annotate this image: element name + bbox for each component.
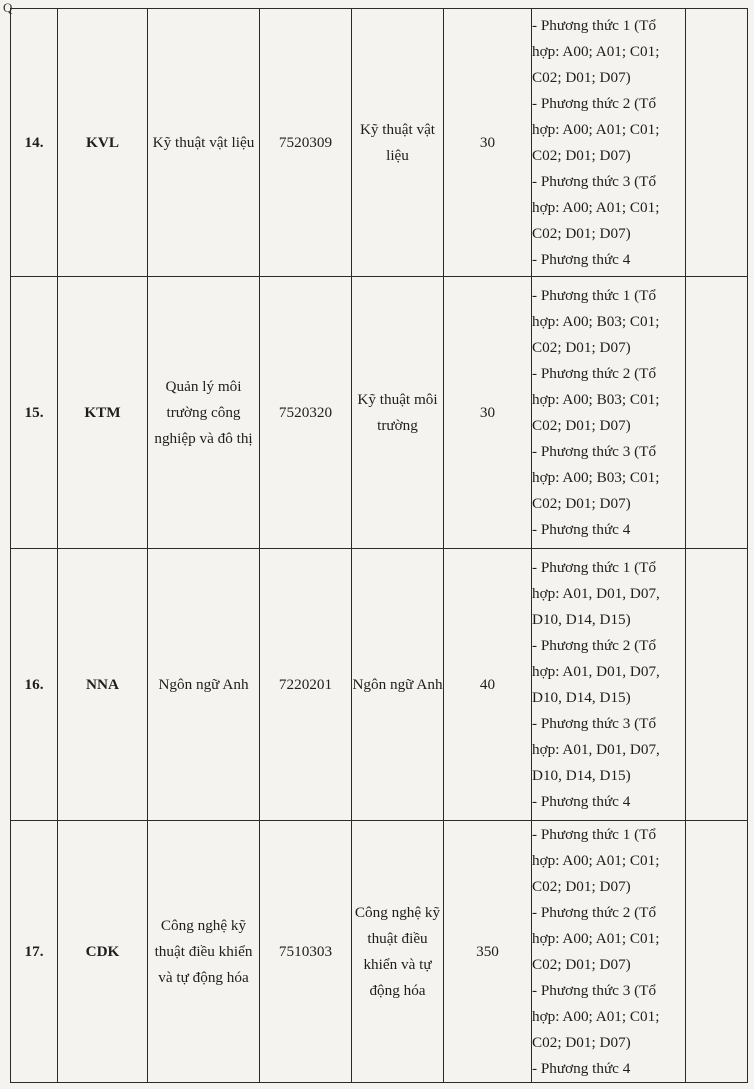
row-number: 14. [11, 9, 58, 277]
major-group: Kỹ thuật vật liệu [352, 9, 444, 277]
program-code: KVL [58, 9, 148, 277]
major-group: Công nghệ kỹ thuật điều khiển và tự động hóa [352, 821, 444, 1083]
method-line: - Phương thức 4 [532, 520, 631, 538]
method-line: - Phương thức 3 (Tổ hợp: A00; A01; C01; C02; D01; D07) [532, 981, 660, 1051]
program-name: Công nghệ kỹ thuật điều khiển và tự động hóa [148, 821, 260, 1083]
admissions-table [10, 8, 748, 1083]
row-number: 15. [11, 277, 58, 549]
method-line: - Phương thức 3 (Tổ hợp: A01, D01, D07, D10, D14, D15) [532, 714, 660, 784]
page-corner-mark: Q [3, 0, 13, 15]
method-line: - Phương thức 1 (Tổ hợp: A00; A01; C01; C02; D01; D07) [532, 16, 660, 86]
major-code: 7510303 [260, 821, 352, 1083]
row-number: 17. [11, 821, 58, 1083]
quota: 30 [444, 277, 532, 549]
method-line: - Phương thức 2 (Tổ hợp: A00; A01; C01; C02; D01; D07) [532, 94, 660, 164]
program-code: CDK [58, 821, 148, 1083]
method-line: - Phương thức 1 (Tổ hợp: A00; B03; C01; C02; D01; D07) [532, 286, 660, 356]
admission-methods [532, 549, 686, 821]
admission-methods [532, 9, 686, 277]
method-line: - Phương thức 2 (Tổ hợp: A01, D01, D07, D10, D14, D15) [532, 636, 660, 706]
admission-methods [532, 277, 686, 549]
method-line: - Phương thức 3 (Tổ hợp: A00; A01; C01; C02; D01; D07) [532, 172, 660, 242]
major-code: 7520309 [260, 9, 352, 277]
method-line: - Phương thức 1 (Tổ hợp: A00; A01; C01; C02; D01; D07) [532, 825, 660, 895]
method-line: - Phương thức 2 (Tổ hợp: A00; B03; C01; C02; D01; D07) [532, 364, 660, 434]
note-cell [686, 9, 748, 277]
quota: 350 [444, 821, 532, 1083]
quota: 40 [444, 549, 532, 821]
program-name: Ngôn ngữ Anh [148, 549, 260, 821]
row-number: 16. [11, 549, 58, 821]
method-line: - Phương thức 3 (Tổ hợp: A00; B03; C01; C02; D01; D07) [532, 442, 660, 512]
program-code: NNA [58, 549, 148, 821]
method-line: - Phương thức 4 [532, 250, 631, 268]
note-cell [686, 277, 748, 549]
major-group: Kỹ thuật môi trường [352, 277, 444, 549]
major-code: 7520320 [260, 277, 352, 549]
method-line: - Phương thức 1 (Tổ hợp: A01, D01, D07, D10, D14, D15) [532, 558, 660, 628]
table-row [11, 549, 748, 821]
admission-methods [532, 821, 686, 1083]
program-name: Quản lý môi trường công nghiệp và đô thị [148, 277, 260, 549]
table-row [11, 277, 748, 549]
method-line: - Phương thức 4 [532, 792, 631, 810]
note-cell [686, 549, 748, 821]
table-row [11, 9, 748, 277]
major-code: 7220201 [260, 549, 352, 821]
program-code: KTM [58, 277, 148, 549]
quota: 30 [444, 9, 532, 277]
table-row [11, 821, 748, 1083]
method-line: - Phương thức 2 (Tổ hợp: A00; A01; C01; C02; D01; D07) [532, 903, 660, 973]
note-cell [686, 821, 748, 1083]
major-group: Ngôn ngữ Anh [352, 549, 444, 821]
method-line: - Phương thức 4 [532, 1059, 631, 1077]
program-name: Kỹ thuật vật liệu [148, 9, 260, 277]
